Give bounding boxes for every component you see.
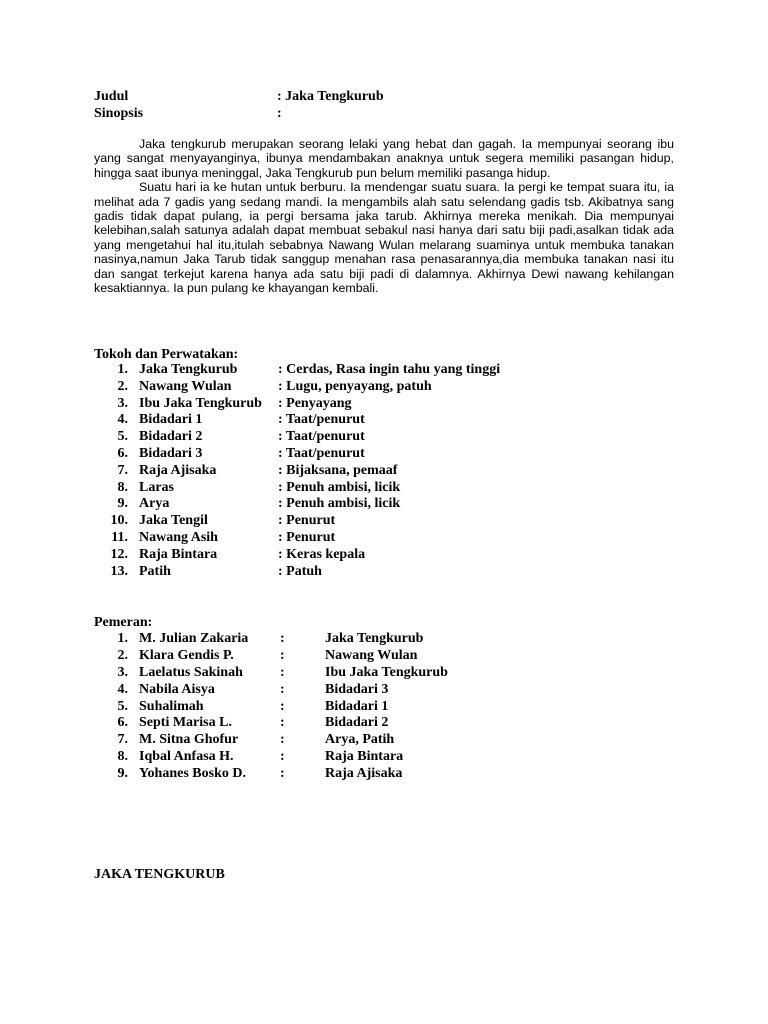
cast-separator: :	[280, 749, 285, 765]
cast-list	[94, 631, 574, 783]
character-number: 2.	[117, 378, 128, 394]
cast-role: Bidadari 2	[325, 715, 389, 731]
character-item	[94, 496, 574, 513]
cast-item	[94, 648, 574, 665]
character-item	[94, 429, 574, 446]
character-number: 9.	[117, 496, 128, 512]
character-number: 6.	[117, 445, 128, 461]
cast-actor: Laelatus Sakinah	[139, 664, 243, 680]
character-trait: : Lugu, penyayang, patuh	[278, 378, 432, 394]
cast-number: 3.	[117, 664, 128, 680]
character-name: Nawang Asih	[139, 529, 218, 545]
cast-actor: M. Sitna Ghofur	[139, 732, 239, 748]
character-name: Raja Bintara	[139, 546, 218, 562]
character-item	[94, 463, 574, 480]
character-trait: : Penurut	[278, 529, 336, 545]
cast-actor: Yohanes Bosko D.	[139, 766, 246, 782]
cast-number: 5.	[117, 698, 128, 714]
character-item	[94, 412, 574, 429]
character-number: 12.	[110, 546, 128, 562]
cast-number: 1.	[117, 631, 128, 646]
cast-number: 2.	[117, 647, 128, 663]
character-trait: : Cerdas, Rasa ingin tahu yang tinggi	[278, 362, 501, 377]
character-item	[94, 396, 574, 413]
character-trait: : Keras kepala	[278, 546, 366, 562]
cast-separator: :	[280, 766, 285, 782]
cast-role: Jaka Tengkurub	[325, 631, 424, 646]
bottom-title: JAKA TENGKURUB	[94, 867, 225, 882]
character-trait: : Penyayang	[278, 395, 352, 411]
character-item	[94, 379, 574, 396]
cast-role: Raja Bintara	[325, 749, 404, 765]
character-number: 4.	[117, 412, 128, 428]
cast-number: 4.	[117, 681, 128, 697]
cast-role: Raja Ajisaka	[325, 766, 403, 782]
cast-actor: Iqbal Anfasa H.	[139, 749, 234, 765]
character-name: Raja Ajisaka	[139, 462, 217, 478]
character-name: Jaka Tengkurub	[139, 362, 238, 377]
character-trait: : Taat/penurut	[278, 429, 365, 445]
cast-separator: :	[280, 631, 285, 646]
cast-number: 6.	[117, 715, 128, 731]
cast-actor: M. Julian Zakaria	[139, 631, 249, 646]
cast-separator: :	[280, 715, 285, 731]
cast-role: Arya, Patih	[325, 732, 395, 748]
character-name: Ibu Jaka Tengkurub	[139, 395, 262, 411]
synopsis-colon: :	[277, 106, 282, 121]
character-number: 11.	[111, 529, 128, 545]
cast-item	[94, 766, 574, 783]
character-trait: : Bijaksana, pemaaf	[278, 462, 398, 478]
character-name: Bidadari 3	[139, 445, 203, 461]
cast-separator: :	[280, 732, 285, 748]
cast-separator: :	[280, 664, 285, 680]
character-number: 3.	[117, 395, 128, 411]
character-number: 10.	[110, 513, 128, 529]
cast-item	[94, 749, 574, 766]
cast-actor: Klara Gendis P.	[139, 647, 234, 663]
character-name: Laras	[139, 479, 174, 495]
character-item	[94, 362, 574, 379]
character-item	[94, 530, 574, 547]
synopsis-label: Sinopsis	[94, 106, 144, 121]
cast-actor: Suhalimah	[139, 698, 204, 714]
cast-heading: Pemeran:	[94, 615, 153, 630]
cast-item	[94, 732, 574, 749]
characters-heading: Tokoh dan Perwatakan:	[94, 347, 239, 362]
cast-separator: :	[280, 698, 285, 714]
character-number: 7.	[117, 462, 128, 478]
character-name: Patih	[139, 563, 171, 579]
character-trait: : Taat/penurut	[278, 445, 365, 461]
character-item	[94, 564, 574, 581]
character-number: 1.	[117, 362, 128, 377]
character-item	[94, 513, 574, 530]
cast-role: Bidadari 3	[325, 681, 389, 697]
title-label: Judul	[94, 89, 129, 104]
character-number: 8.	[117, 479, 128, 495]
cast-item	[94, 715, 574, 732]
character-name: Arya	[139, 496, 170, 512]
cast-number: 7.	[117, 732, 128, 748]
cast-item	[94, 682, 574, 699]
character-name: Bidadari 2	[139, 429, 203, 445]
cast-number: 8.	[117, 749, 128, 765]
character-number: 13.	[110, 563, 128, 579]
cast-item	[94, 631, 574, 648]
cast-actor: Septi Marisa L.	[139, 715, 232, 731]
synopsis-text	[94, 137, 674, 295]
cast-item	[94, 665, 574, 682]
character-name: Bidadari 1	[139, 412, 203, 428]
cast-separator: :	[280, 681, 285, 697]
cast-role: Nawang Wulan	[325, 647, 418, 663]
character-trait: : Taat/penurut	[278, 412, 365, 428]
character-trait: : Patuh	[278, 563, 322, 579]
cast-role: Bidadari 1	[325, 698, 389, 714]
cast-actor: Nabila Aisya	[139, 681, 215, 697]
cast-separator: :	[280, 647, 285, 663]
characters-list	[94, 362, 574, 580]
character-number: 5.	[117, 429, 128, 445]
cast-role: Ibu Jaka Tengkurub	[325, 664, 448, 680]
title-value: : Jaka Tengkurub	[277, 89, 384, 104]
character-trait: : Penuh ambisi, licik	[278, 479, 401, 495]
character-trait: : Penuh ambisi, licik	[278, 496, 401, 512]
character-name: Jaka Tengil	[139, 513, 208, 529]
character-item	[94, 547, 574, 564]
character-trait: : Penurut	[278, 513, 336, 529]
synopsis-paragraph-1: Jaka tengkurub merupakan seorang lelaki yang hebat dan gagah. Ia mempunyai seorang ibu yang sangat menyayanginya, ibunya mendambakan anaknya untuk segera memiliki pasangan hidup, hingga saat ibunya meninggal, Jaka Tengkurub pun belum memiliki pasanga hidup.	[94, 137, 674, 180]
character-item	[94, 480, 574, 497]
character-item	[94, 446, 574, 463]
character-name: Nawang Wulan	[139, 378, 232, 394]
synopsis-paragraph-2: Suatu hari ia ke hutan untuk berburu. Ia mendengar suatu suara. Ia pergi ke tempat suara itu, ia melihat ada 7 gadis yang sedang mandi. Ia mengambils alah satu selendang gadis tsb. Akibatnya sang gadis tidak dapat pulang, ia pergi bersama jaka tarub. Akhirnya mereka menikah. Dia mempunyai kelebihan,salah satunya adalah dapat membuat sebakul nasi hanya dari satu biji padi,asalkan tidak ada yang mengetahui hal itu,itulah sebabnya Nawang Wulan melarang suaminya untuk membuka tanakan nasinya,namun Jaka Tarub tidak sanggup menahan rasa penasarannya,dia membuka tanakan nasi itu dan sangat terkejut karena hanya ada satu biji padi di dalamnya. Akhirnya Dewi nawang kehilangan kesaktiannya. Ia pun pulang ke khayangan kembali.	[94, 180, 674, 296]
cast-number: 9.	[117, 766, 128, 782]
cast-item	[94, 699, 574, 716]
